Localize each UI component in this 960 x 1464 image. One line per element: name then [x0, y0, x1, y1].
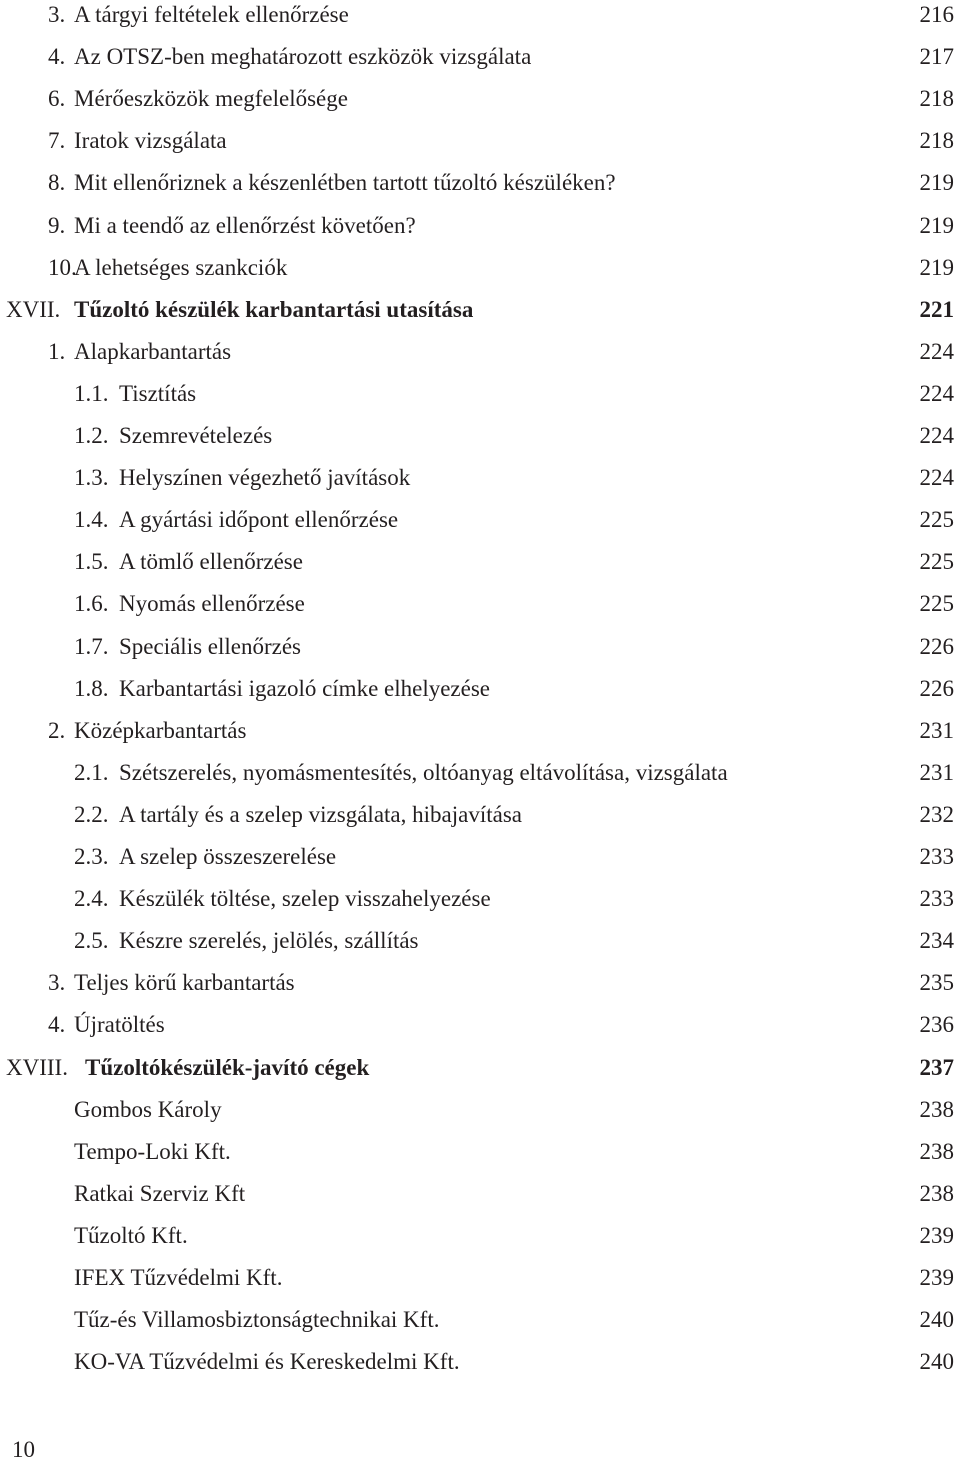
- toc-entry-page: 225: [919, 549, 954, 575]
- toc-entry-number: 3.: [48, 970, 66, 996]
- toc-entry[interactable]: [0, 1011, 960, 1053]
- toc-entry-title: Tisztítás: [119, 380, 197, 406]
- toc-entry[interactable]: [0, 759, 960, 801]
- toc-entry-number: 4.: [48, 1012, 66, 1038]
- toc-entry-title: Mi a teendő az ellenőrzést követően?: [74, 212, 416, 238]
- toc-entry-page: 217: [919, 44, 954, 70]
- toc-entry-page: 233: [919, 886, 954, 912]
- toc-entry-number: XVIII.: [6, 1054, 68, 1080]
- toc-entry-page: 218: [919, 128, 954, 154]
- toc-entry-page: 239: [919, 1265, 954, 1290]
- toc-entry-title: Ratkai Szerviz Kft: [74, 1180, 246, 1206]
- toc-entry-title: A tárgyi feltételek ellenőrzése: [74, 2, 349, 27]
- toc-entry-title: Szétszerelés, nyomásmentesítés, oltóanyag eltávolítása, vizsgálata: [119, 759, 728, 785]
- toc-entry[interactable]: [0, 548, 960, 590]
- toc-entry-title: A tartály és a szelep vizsgálata, hibajavítása: [119, 801, 522, 827]
- toc-entry-number: 4.: [48, 44, 66, 70]
- toc-entry-page: 224: [919, 423, 954, 448]
- toc-entry-number: 2.: [48, 717, 66, 743]
- toc-entry-number: 7.: [48, 128, 66, 154]
- toc-entry-page: 224: [919, 465, 954, 491]
- toc-entry-number: 2.5.: [74, 928, 109, 954]
- toc-entry-title: A lehetséges szankciók: [74, 254, 288, 280]
- toc-entry-number: XVII.: [6, 296, 61, 322]
- toc-entry-title: Tempo-Loki Kft.: [74, 1138, 231, 1164]
- toc-entry-title: Újratöltés: [74, 1012, 165, 1038]
- toc-entry-title: Szemrevételezés: [119, 423, 273, 448]
- toc-entry-title: Helyszínen végezhető javítások: [119, 465, 411, 491]
- toc-entry-title: Karbantartási igazoló címke elhelyezése: [119, 675, 491, 701]
- toc-entry[interactable]: [0, 380, 960, 422]
- toc-entry-page: 219: [919, 170, 954, 196]
- toc-entry[interactable]: [0, 464, 960, 506]
- toc-entry[interactable]: [0, 338, 960, 380]
- toc-entry-page: 235: [919, 970, 954, 996]
- toc-entry-title: Iratok vizsgálata: [74, 128, 227, 154]
- toc-entry-page: 233: [919, 844, 954, 869]
- toc-entry-title: Készre szerelés, jelölés, szállítás: [119, 928, 419, 954]
- toc-entry-number: 1.1.: [74, 380, 109, 406]
- toc-entry[interactable]: [0, 212, 960, 254]
- toc-entry[interactable]: [0, 927, 960, 969]
- toc-entry-title: Készülék töltése, szelep visszahelyezése: [119, 886, 491, 912]
- toc-entry-title: Mit ellenőriznek a készenlétben tartott tűzoltó készüléken?: [74, 170, 616, 196]
- toc-entry-page: 231: [919, 717, 954, 743]
- toc-entry-page: 225: [919, 507, 954, 533]
- toc-entry-page: 232: [919, 801, 954, 827]
- toc-entry-title: Gombos Károly: [74, 1096, 222, 1122]
- toc-entry-number: 1.7.: [74, 633, 109, 659]
- toc-entry-title: KO-VA Tűzvédelmi és Kereskedelmi Kft.: [74, 1349, 460, 1375]
- toc-entry[interactable]: [0, 296, 960, 338]
- toc-entry-title: Speciális ellenőrzés: [119, 633, 302, 659]
- toc-entry-title: Teljes körű karbantartás: [74, 970, 295, 996]
- toc-entry-number: 3.: [48, 2, 66, 27]
- toc-entry-page: 237: [919, 1054, 954, 1080]
- toc-entry-number: 1.2.: [74, 423, 109, 448]
- toc-entry-number: 2.3.: [74, 844, 109, 869]
- toc-entry[interactable]: [0, 1096, 960, 1138]
- toc-entry[interactable]: [0, 590, 960, 632]
- toc-entry[interactable]: [0, 675, 960, 717]
- toc-entry-page: 224: [919, 338, 954, 364]
- toc-entry-page: 238: [919, 1138, 954, 1164]
- toc-entry[interactable]: [0, 43, 960, 85]
- toc-entry-page: 216: [919, 2, 954, 27]
- toc-entry-page: 219: [919, 254, 954, 280]
- toc-entry-title: A szelep összeszerelése: [119, 844, 337, 869]
- toc-entry[interactable]: [0, 169, 960, 211]
- toc-entry-number: 10.: [48, 254, 77, 280]
- toc-entry[interactable]: [0, 254, 960, 296]
- toc-entry-title: Tűzoltó készülék karbantartási utasítása: [74, 296, 474, 322]
- toc-entry-title: Az OTSZ-ben meghatározott eszközök vizsgálata: [74, 44, 532, 70]
- toc-entry-page: 231: [919, 759, 954, 785]
- toc-entry[interactable]: [0, 843, 960, 885]
- toc-entry[interactable]: [0, 633, 960, 675]
- toc-entry-title: Tűz-és Villamosbiztonságtechnikai Kft.: [74, 1307, 440, 1333]
- toc-entry-page: 234: [919, 928, 954, 954]
- toc-entry-title: A tömlő ellenőrzése: [119, 549, 303, 575]
- toc-entry-title: Tűzoltó Kft.: [74, 1222, 188, 1248]
- toc-entry-page: 240: [919, 1307, 954, 1333]
- toc-entry[interactable]: [0, 85, 960, 127]
- toc-entry-title: Nyomás ellenőrzése: [119, 591, 305, 617]
- page-number: 10: [12, 1437, 35, 1462]
- toc-entry-page: 219: [919, 212, 954, 238]
- toc-entry-title: A gyártási időpont ellenőrzése: [119, 507, 399, 533]
- toc-entry[interactable]: [0, 1138, 960, 1180]
- toc-entry[interactable]: [0, 127, 960, 169]
- toc-entry[interactable]: [0, 506, 960, 548]
- toc-entry-number: 1.: [48, 338, 66, 364]
- toc-entry-number: 1.6.: [74, 591, 109, 617]
- toc-entry-number: 1.8.: [74, 675, 109, 701]
- toc-entry[interactable]: [0, 717, 960, 759]
- toc-entry[interactable]: [0, 1264, 960, 1306]
- toc-entry[interactable]: [0, 1306, 960, 1348]
- toc-entry[interactable]: [0, 801, 960, 843]
- toc-entry-title: Mérőeszközök megfelelősége: [74, 86, 348, 112]
- toc-entry-title: Középkarbantartás: [74, 717, 247, 743]
- toc-entry-page: 224: [919, 380, 954, 406]
- toc-entry-page: 226: [919, 675, 954, 701]
- toc-entry-number: 1.4.: [74, 507, 109, 533]
- toc-entry[interactable]: [0, 969, 960, 1011]
- toc-entry[interactable]: [0, 1222, 960, 1264]
- toc-entry-page: 238: [919, 1096, 954, 1122]
- toc-entry-number: 6.: [48, 86, 66, 112]
- toc-entry-number: 2.4.: [74, 886, 109, 912]
- toc-entry-page: 226: [919, 633, 954, 659]
- toc-entry-number: 9.: [48, 212, 66, 238]
- toc-entry-page: 240: [919, 1349, 954, 1375]
- toc-entry-page: 218: [919, 86, 954, 112]
- toc-entry-number: 1.3.: [74, 465, 109, 491]
- toc-entry-number: 2.1.: [74, 759, 109, 785]
- toc-entry[interactable]: [0, 1054, 960, 1096]
- toc-entry-title: Alapkarbantartás: [74, 338, 232, 364]
- toc-entry-title: IFEX Tűzvédelmi Kft.: [74, 1265, 283, 1290]
- toc-entry-title: Tűzoltókészülék-javító cégek: [85, 1054, 370, 1080]
- toc-entry[interactable]: [0, 1, 960, 43]
- toc-entry-page: 239: [919, 1222, 954, 1248]
- toc-entry[interactable]: [0, 422, 960, 464]
- toc-entry[interactable]: [0, 1348, 960, 1390]
- toc-entry-page: 236: [919, 1012, 954, 1038]
- toc-entry-number: 8.: [48, 170, 66, 196]
- toc-entry-page: 238: [919, 1180, 954, 1206]
- toc-entry-page: 225: [919, 591, 954, 617]
- toc-entry[interactable]: [0, 1180, 960, 1222]
- toc-entry-number: 1.5.: [74, 549, 109, 575]
- toc-entry-page: 221: [919, 296, 954, 322]
- toc-entry[interactable]: [0, 885, 960, 927]
- toc-entry-number: 2.2.: [74, 801, 109, 827]
